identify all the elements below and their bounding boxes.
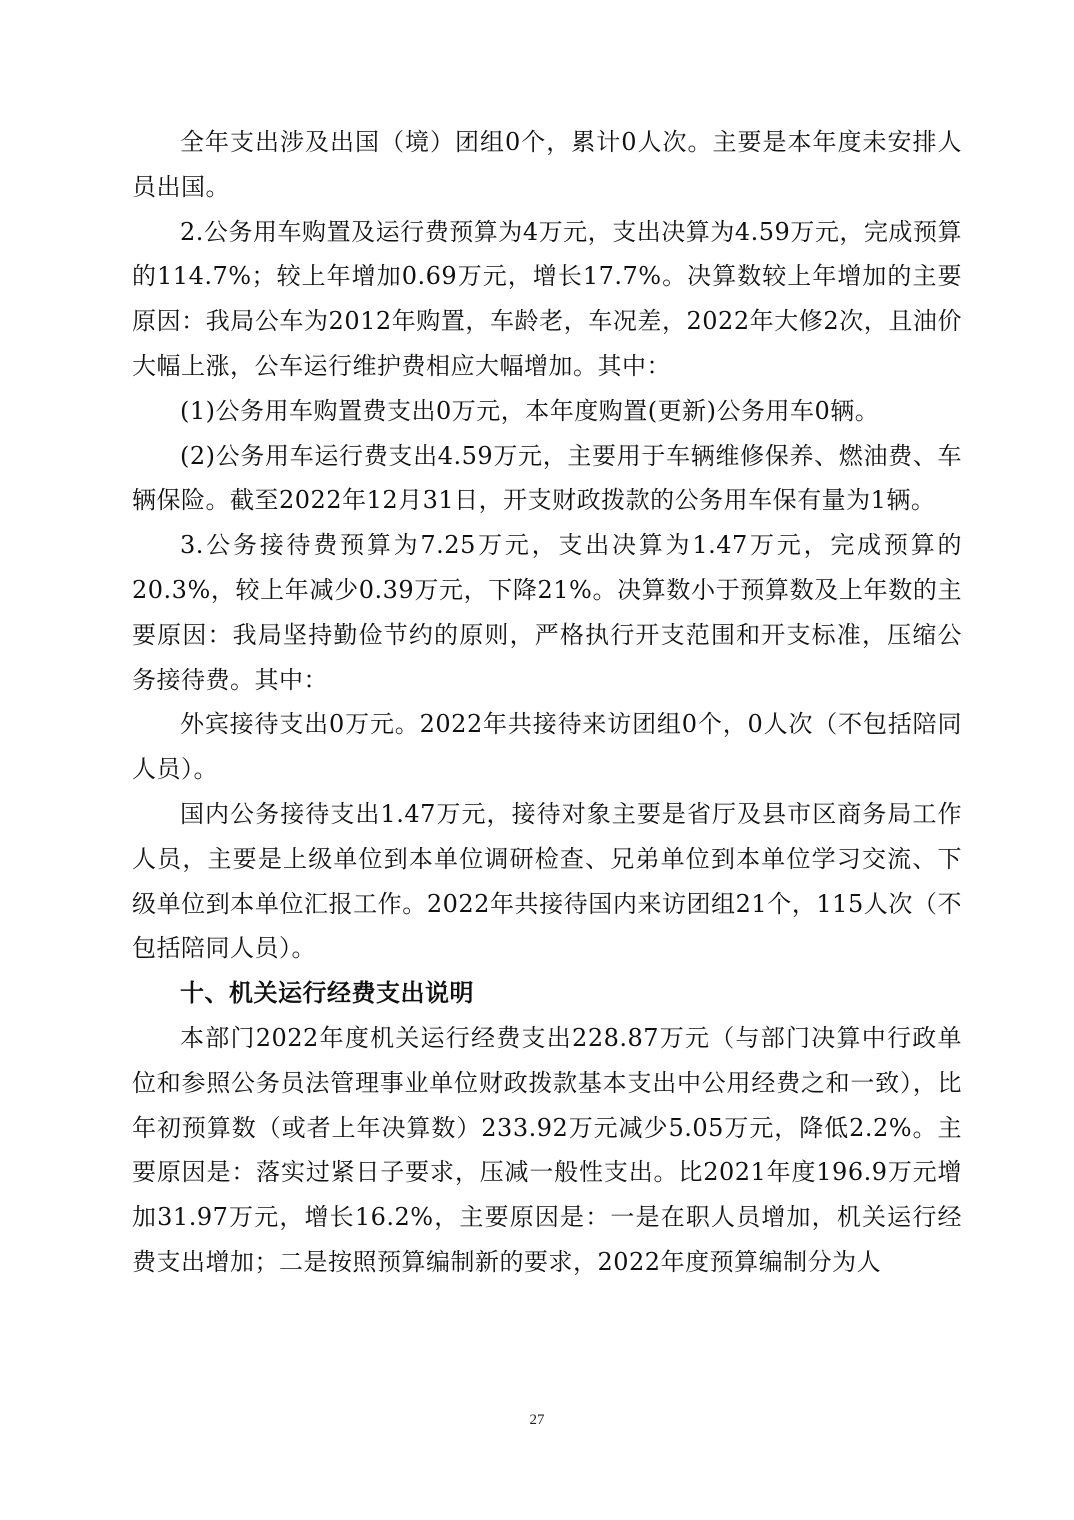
paragraph-domestic-reception: 国内公务接待支出1.47万元，接待对象主要是省厅及县市区商务局工作人员，主要是上级单位到本单位调研检查、兄弟单位到本单位学习交流、下级单位到本单位汇报工作。2022年共接待国内来访团组21个，115人次（不包括陪同人员）。: [132, 799, 962, 963]
paragraph-vehicle-purchase: (1)公务用车购置费支出0万元，本年度购置(更新)公务用车0辆。: [180, 396, 880, 425]
paragraph-overseas-trips: 全年支出涉及出国（境）团组0个，累计0人次。主要是本年度未安排人员出国。: [132, 128, 962, 201]
page-number: 27: [529, 1412, 545, 1428]
paragraph-reception-costs: 3.公务接待费预算为7.25万元，支出决算为1.47万元，完成预算的20.3%，较上年减少0.39万元，下降21%。决算数小于预算数及上年数的主要原因：我局坚持勤俭节约的原则，严格执行开支范围和开支标准，压缩公务接待费。其中：: [132, 531, 962, 694]
paragraph-operating-expenses: 本部门2022年度机关运行经费支出228.87万元（与部门决算中行政单位和参照公务员法管理事业单位财政拨款基本支出中公用经费之和一致），比年初预算数（或者上年决算数）233.92万元减少5.05万元，降低2.2%。主要原因是：落实过紧日子要求，压减一般性支出。比2021年度196.9万元增加31.97万元，增长16.2%，主要原因是：一是在职人员增加，机关运行经费支出增加；二是按照预算编制新的要求，2022年度预算编制分为人: [132, 1023, 962, 1276]
document-body: [132, 120, 962, 1285]
paragraph-foreign-reception: 外宾接待支出0万元。2022年共接待来访团组0个，0人次（不包括陪同人员）。: [132, 710, 962, 784]
paragraph-vehicle-operation: (2)公务用车运行费支出4.59万元，主要用于车辆维修保养、燃油费、车辆保险。截至2022年12月31日，开支财政拨款的公务用车保有量为1辆。: [132, 441, 962, 515]
section-heading: 十、机关运行经费支出说明: [180, 978, 474, 1008]
paragraph-vehicle-costs: 2.公务用车购置及运行费预算为4万元，支出决算为4.59万元，完成预算的114.7%；较上年增加0.69万元，增长17.7%。决算数较上年增加的主要原因：我局公车为2012年购置，车龄老，车况差，2022年大修2次，且油价大幅上涨，公车运行维护费相应大幅增加。其中：: [132, 217, 962, 380]
